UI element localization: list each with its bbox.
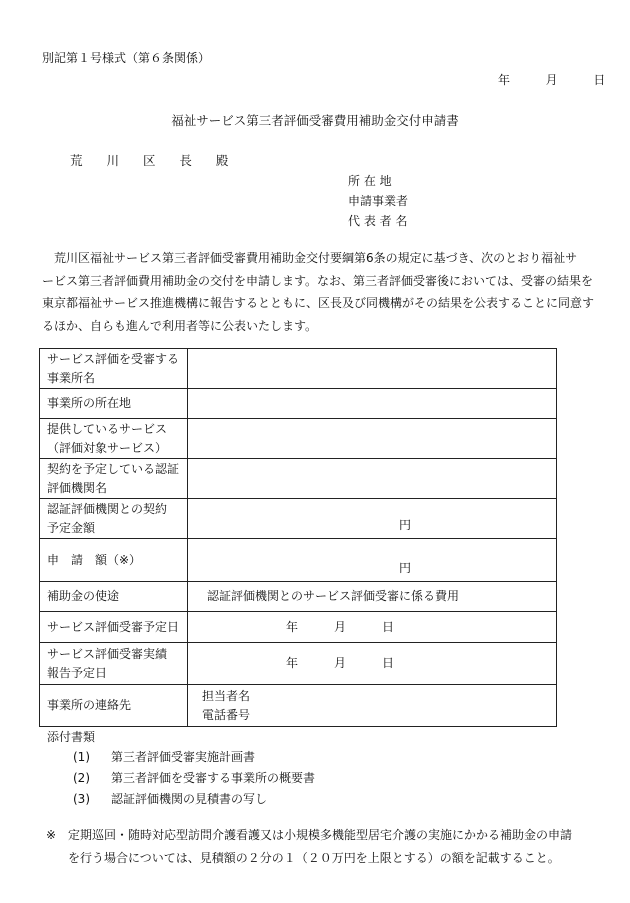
table-row: [40, 459, 557, 499]
date-month: 月: [545, 73, 558, 87]
service-label: 提供しているサービス （評価対象サービス）: [40, 419, 188, 459]
table-row: [40, 349, 557, 389]
intro-line: 東京都福祉サービス推進機構に報告するとともに、区長及び同機構がその結果を公表することに同意す: [42, 296, 595, 310]
table-row: [40, 539, 557, 582]
subsidy-use-value: 認証評価機関とのサービス評価受審に係る費用: [188, 582, 557, 612]
table-row: [40, 612, 557, 643]
yen-unit: 円: [398, 518, 411, 532]
list-item: (3) 認証評価機関の見積書の写し: [73, 792, 268, 806]
report-date-label: サービス評価受審実績 報告予定日: [40, 643, 188, 685]
addressee: 荒 川 区 長 殿: [70, 153, 239, 168]
page-title: 福祉サービス第三者評価受審費用補助金交付申請書: [171, 113, 459, 128]
date-day: 日: [593, 73, 606, 87]
attachments-title: 添付書類: [47, 730, 96, 744]
list-item: (2) 第三者評価を受審する事業所の概要書: [73, 771, 316, 785]
service-field[interactable]: [188, 419, 557, 459]
intro-line: 荒川区福祉サービス第三者評価受審費用補助金交付要綱第6条の規定に基づき、次のとおり福祉サ: [54, 251, 578, 265]
intro-paragraph: [42, 247, 595, 337]
table-row: [40, 582, 557, 612]
report-date-field[interactable]: 年 月 日: [188, 643, 557, 685]
note-line: を行う場合については、見積額の２分の１（２０万円を上限とする）の額を記載すること。: [68, 851, 560, 865]
evaluator-name-label: 契約を予定している認証評価機関名: [40, 459, 188, 499]
application-amount-label: 申 請 額（※）: [40, 539, 188, 582]
contract-amount-label: 認証評価機関との契約 予定金額: [40, 499, 188, 539]
form-label: 別記第１号様式（第６条関係）: [42, 51, 211, 65]
date-year: 年: [498, 73, 511, 87]
table-row: [40, 389, 557, 419]
subsidy-use-label: 補助金の使途: [40, 582, 188, 612]
applicant-business-label: 申請事業者: [348, 194, 409, 208]
intro-line: ービス第三者評価費用補助金の交付を申請します。なお、第三者評価受審後においては、受審の結果を: [42, 273, 594, 288]
footnote: [46, 824, 591, 870]
application-amount-field[interactable]: [188, 539, 557, 582]
note-line: 定期巡回・随時対応型訪問介護看護又は小規模多機能型居宅介護の実施にかかる補助金の申請: [68, 828, 573, 842]
intro-line: るほか、自らも進んで利用者等に公表いたします。: [42, 318, 318, 333]
contact-field[interactable]: [188, 685, 557, 727]
applicant-rep-label: 代 表 者 名: [348, 214, 408, 228]
business-name-label: サービス評価を受審する事業所名: [40, 349, 188, 389]
business-address-label: 事業所の所在地: [40, 389, 188, 419]
scheduled-date-label: サービス評価受審予定日: [40, 612, 188, 643]
note-mark: ※: [46, 828, 57, 842]
contact-person-label: 担当者名: [202, 688, 251, 703]
table-row: [40, 643, 557, 685]
business-address-field[interactable]: [188, 389, 557, 419]
scheduled-date-field[interactable]: 年 月 日: [188, 612, 557, 643]
contract-amount-field[interactable]: [188, 499, 557, 539]
evaluator-name-field[interactable]: [188, 459, 557, 499]
application-date: [498, 71, 605, 88]
contact-label: 事業所の連絡先: [40, 685, 188, 727]
yen-unit: 円: [398, 561, 411, 575]
table-row: [40, 419, 557, 459]
table-row: [40, 499, 557, 539]
business-name-field[interactable]: [188, 349, 557, 389]
applicant-address-label: 所 在 地: [348, 174, 392, 188]
table-row: [40, 685, 557, 727]
list-item: (1) 第三者評価受審実施計画書: [73, 750, 256, 764]
phone-number-label: 電話番号: [202, 707, 251, 722]
application-form-table: [39, 348, 557, 727]
